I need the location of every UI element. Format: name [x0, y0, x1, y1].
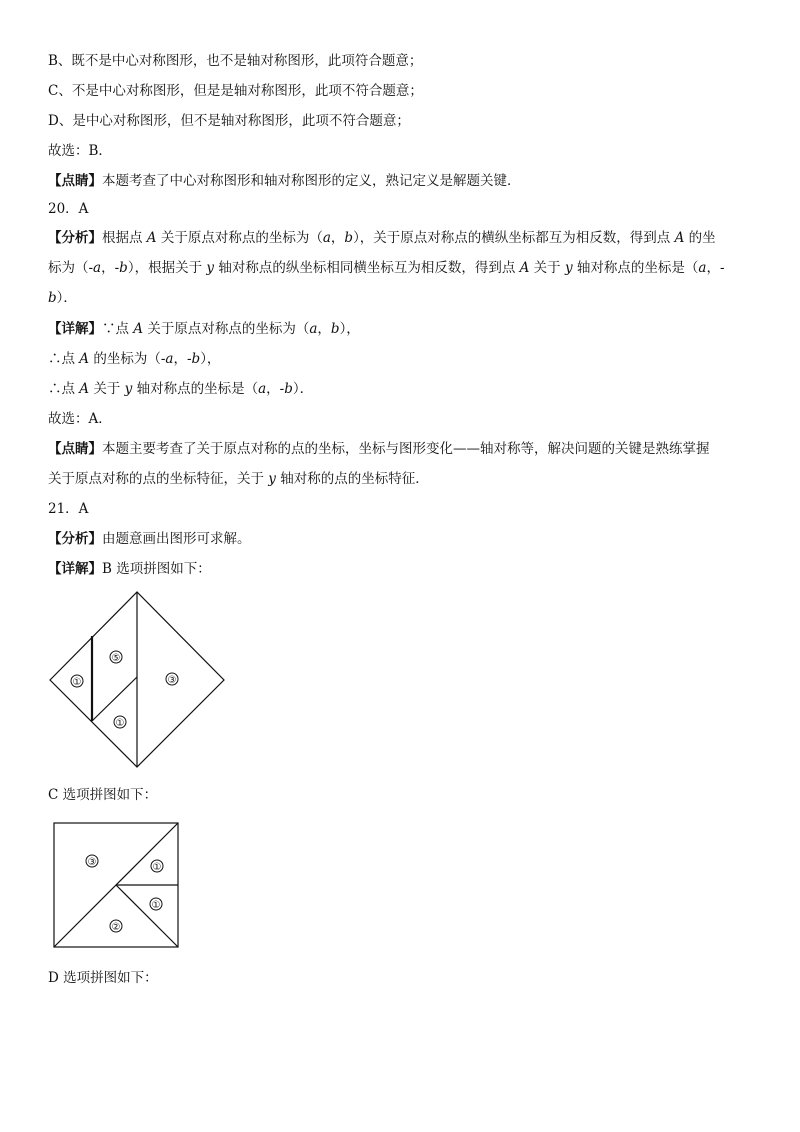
- text: 关于: [89, 381, 125, 397]
- text: 关于原点对称点的坐标为（: [156, 230, 323, 246]
- question-21-heading: 21．A: [48, 501, 89, 517]
- text: ）．: [292, 381, 314, 397]
- var-a: a: [309, 321, 318, 337]
- var-neg-b: -b: [279, 381, 293, 397]
- fenxi-tag: 【分析】: [48, 230, 102, 246]
- text: ）．: [56, 290, 77, 306]
- text: 轴对称点的坐标是（: [132, 381, 259, 397]
- c-caption: C 选项拼图如下：: [48, 787, 158, 803]
- var-y: y: [268, 471, 276, 487]
- text: 关于原点对称的点的坐标特征，关于: [48, 471, 269, 487]
- var-A: A: [146, 230, 157, 246]
- square-lower-diagonal: [116, 885, 178, 947]
- figure-c-label-left: ③: [87, 857, 97, 868]
- var-b: b: [344, 230, 354, 246]
- text: 根据点: [102, 230, 147, 246]
- question-20-heading: 20．A: [48, 201, 89, 217]
- var-y: y: [564, 260, 573, 276]
- xiangjie-tag: 【详解】: [48, 561, 102, 577]
- text: ，: [173, 351, 187, 367]
- figure-c-label-top-right: ①: [152, 862, 162, 873]
- var-A: A: [674, 230, 685, 246]
- figure-b-label-left: ①: [72, 677, 82, 688]
- text: ），: [200, 351, 221, 367]
- text: 关于原点对称点的坐标为（: [143, 321, 310, 337]
- var-A: A: [79, 351, 90, 367]
- var-neg-a: -a: [160, 351, 174, 367]
- text: ），: [339, 321, 360, 337]
- text: ，: [101, 260, 115, 276]
- text: 轴对称点的坐标是（: [572, 260, 699, 276]
- text: ），关于原点对称点的横纵坐标都互为相反数，得到点: [353, 230, 675, 246]
- var-neg-b: -b: [114, 260, 128, 276]
- text: 由题意画出图形可求解。: [102, 531, 251, 547]
- figure-b-label-right: ③: [167, 675, 177, 686]
- dianjing-text: 本题考查了中心对称图形和轴对称图形的定义，熟记定义是解题关键．: [102, 173, 521, 189]
- dianjing-tag: 【点睛】: [48, 173, 102, 189]
- figure-b-label-top: ⑤: [111, 653, 121, 664]
- var-y: y: [124, 381, 133, 397]
- var-neg-b: -b: [186, 351, 201, 367]
- answer-20: 故选：A．: [48, 411, 112, 427]
- xiangjie-tag: 【详解】: [48, 321, 102, 337]
- text: ，: [330, 230, 345, 246]
- option-b-line: B、既不是中心对称图形，也不是轴对称图形，此项符合题意；: [48, 53, 423, 69]
- option-d-line: D、是中心对称图形，但不是轴对称图形，此项不符合题意；: [48, 113, 410, 129]
- var-a: a: [258, 381, 267, 397]
- text: 轴对称点的纵坐标相同横坐标互为相反数，得到点: [214, 260, 520, 276]
- d-caption: D 选项拼图如下：: [48, 970, 158, 986]
- text: 本题主要考查了关于原点对称的点的坐标，坐标与图形变化——轴对称等，解决问题的关键是熟练掌握: [102, 441, 710, 457]
- var-A: A: [133, 321, 144, 337]
- text: 标为（: [48, 260, 89, 276]
- answer-19: 故选：B．: [48, 143, 112, 159]
- text: 的坐: [684, 230, 716, 246]
- text: 轴对称的点的坐标特征．: [275, 471, 429, 487]
- var-a: a: [322, 230, 331, 246]
- text: ，-: [706, 260, 725, 276]
- var-y: y: [206, 260, 215, 276]
- text: ，: [317, 321, 331, 337]
- var-A: A: [519, 260, 530, 276]
- figure-c-label-bottom: ②: [111, 922, 121, 933]
- var-b: b: [48, 290, 57, 306]
- text: 关于: [529, 260, 565, 276]
- var-A: A: [79, 381, 90, 397]
- fenxi-tag: 【分析】: [48, 531, 102, 547]
- text: ∴点: [48, 381, 80, 397]
- var-a: a: [698, 260, 707, 276]
- text: ∵点: [102, 321, 134, 337]
- figure-c-label-mid-right: ①: [151, 900, 161, 911]
- var-b: b: [330, 321, 340, 337]
- figure-b-label-bottom: ①: [115, 718, 125, 729]
- text: B 选项拼图如下：: [102, 561, 211, 577]
- text: ，: [266, 381, 280, 397]
- var-neg-a: -a: [88, 260, 102, 276]
- text: ），根据关于: [127, 260, 207, 276]
- dianjing-tag: 【点睛】: [48, 441, 102, 457]
- text: 的坐标为（: [89, 351, 161, 367]
- text: ∴点: [48, 351, 80, 367]
- option-c-line: C、不是中心对称图形，但是是轴对称图形，此项不符合题意；: [48, 83, 423, 99]
